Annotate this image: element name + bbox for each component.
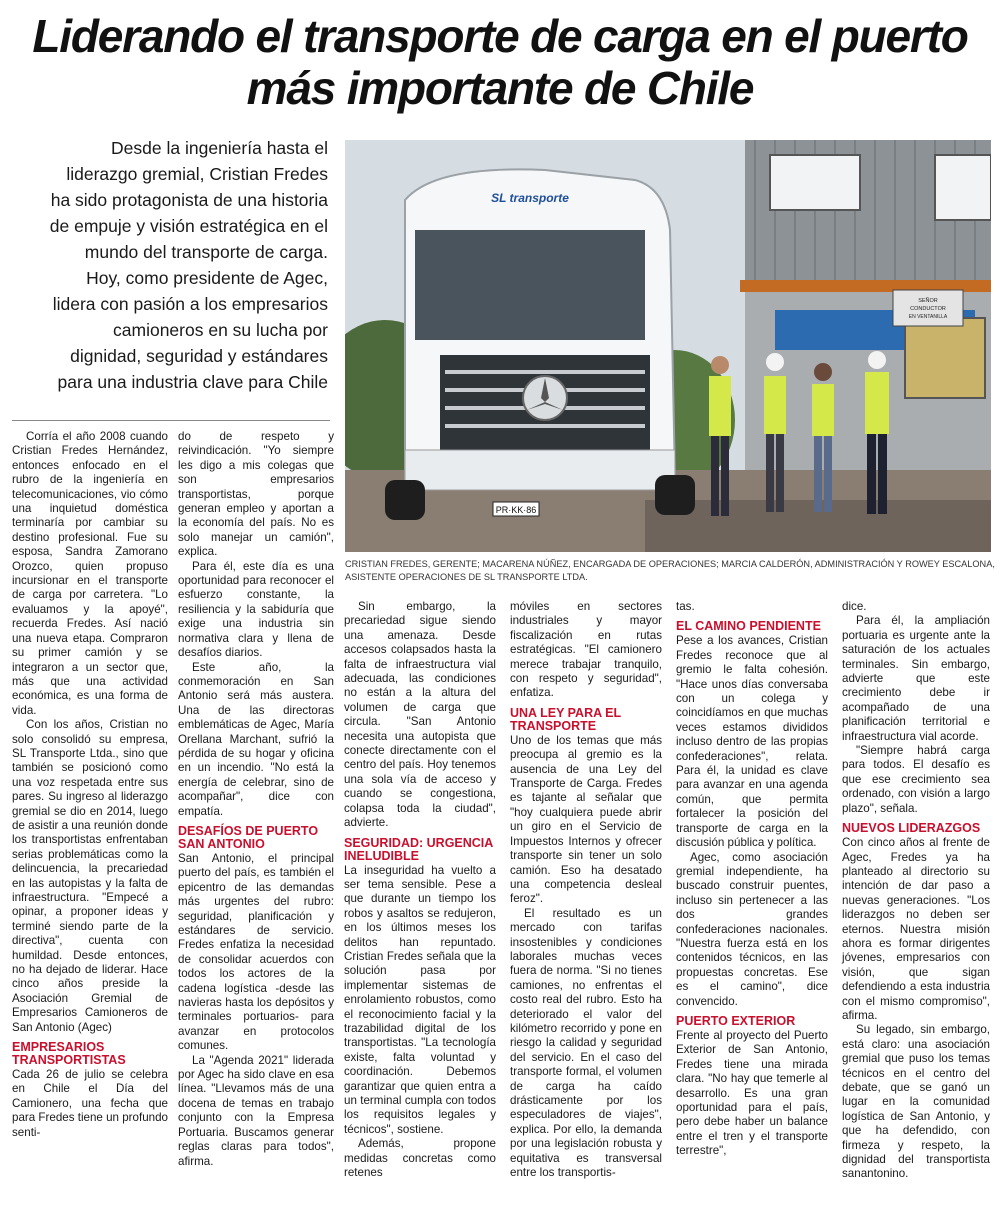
paragraph: San Antonio, el principal puerto del país, es también el epicentro de las demandas más urgentes del rubro: seguridad, planificación y estándares de servicio. Fredes enfatiza la necesidad de consolidar acuerdos con todos los actores de la cadena logística -desde las navieras hasta los depósitos y terminales portuarios- para avanzar en protocolos comunes. bbox=[178, 851, 334, 1053]
license-plate: PR·KK·86 bbox=[495, 505, 537, 515]
body-column-3 bbox=[344, 600, 496, 1180]
paragraph: Con los años, Cristian no solo consolidó su empresa, SL Transporte Ltda., sino que también se posicionó como una voz respetada entre sus pares. Su ingreso al liderazgo gremial se dio en 2014, luego de asistir a una reunión donde los transportistas enfrentaban serias problemáticas como la delincuencia, la precariedad en las autopistas y la falta de infraestructura. "Empecé a opinar, a proponer ideas y terminé siendo parte de la directiva", cuenta con humildad. Desde entonces, no ha dejado de liderar. Hace cinco años preside la Asociación Gremial de Empresarios Camioneros de San Antonio (Agec) bbox=[12, 718, 168, 1034]
paragraph: Corría el año 2008 cuando Cristian Fredes Hernández, entonces enfocado en el rubro de la ingeniería en telecomunicaciones, vio cómo una inquietud doméstica terminaría por cambiar su destino profesional. Fue su esposa, Sandra Zamorano Orozco, quien propuso incursionar en el transporte de carga por carretera. "Lo evaluamos y la apoyé", recuerda Fredes. Así nació una nueva etapa. Compraron su primer camión y se integraron a un sector que, más que una actividad económica, es una forma de vida. bbox=[12, 430, 168, 717]
lead-line: lidera con pasión a los empresarios bbox=[52, 294, 328, 314]
body-column-4 bbox=[510, 600, 662, 1180]
paragraph: Cada 26 de julio se celebra en Chile el Día del Camionero, una fecha que para Fredes tiene un profundo senti- bbox=[12, 1068, 168, 1139]
paragraph: móviles en sectores industriales y mayor fiscalización en rutas estratégicas. "El camionero merece trabajar tranquilo, con respeto y seguridad", enfatiza. bbox=[510, 600, 662, 700]
lead-line: mundo del transporte de carga. bbox=[84, 242, 328, 262]
body-column-6 bbox=[842, 600, 990, 1182]
headline bbox=[20, 10, 980, 114]
headline-line-2: más importante de Chile bbox=[246, 62, 754, 114]
lead-paragraph bbox=[10, 135, 328, 395]
sign-line: EN VENTANILLA bbox=[908, 314, 948, 320]
paragraph: Uno de los temas que más preocupa al gremio es la ausencia de una Ley del Transporte de Carga. Fredes es tajante al señalar que "hoy cualquiera puede abrir un giro en el Servicio de Impuestos Internos y ofrecer transporte sin tener un solo camión. Eso ha desatado una competencia desleal feroz". bbox=[510, 733, 662, 906]
section-heading: UNA LEY PARA EL TRANSPORTE bbox=[510, 705, 621, 733]
paragraph: Pese a los avances, Cristian Fredes reconoce que al gremio le falta cohesión. "Hace unos días conversaba con un colega y coincidíamos en que muchas veces estamos divididos incluso dentro de las propias confederaciones", relata. Para él, la unidad es clave para avanzar en una agenda común, que permita fortalecer la posición del transporte de carga en la discusión pública y política. bbox=[676, 634, 828, 850]
paragraph: La "Agenda 2021" liderada por Agec ha sido clave en esa línea. "Llevamos más de una docena de temas en trabajo conjunto con la Empresa Portuaria. Buscamos generar reglas claras para todos", afirma. bbox=[178, 1053, 334, 1168]
paragraph: Sin embargo, la precariedad sigue siendo una amenaza. Desde accesos colapsados hasta la falta de infraestructura vial adecuada, las condiciones no están a la altura del volumen de carga que circula. "San Antonio necesita una autopista que conecte directamente con el centro del país. Hoy tenemos una sola vía de acceso y cuando se congestiona, colapsa toda la ciudad", advierte. bbox=[344, 600, 496, 830]
paragraph: Su legado, sin embargo, está claro: una asociación gremial que puso los temas técnicos en el centro del debate, que se ganó un lugar en la comunidad logística de San Antonio, y que ha defendido, con firmeza y respeto, la dignidad del transportista sanantonino. bbox=[842, 1023, 990, 1181]
section-heading: NUEVOS LIDERAZGOS bbox=[842, 821, 981, 836]
lead-line: Hoy, como presidente de Agec, bbox=[86, 268, 328, 288]
body-column-2 bbox=[178, 430, 334, 1169]
paragraph: Para él, la ampliación portuaria es urgente ante la saturación de los actuales terminales. Sin embargo, advierte que este crecimiento debe ir acompañado de una planificación territorial e infraestructura vial acorde. bbox=[842, 614, 990, 743]
lead-line: liderazgo gremial, Cristian Fredes bbox=[66, 164, 328, 184]
lead-line: dignidad, seguridad y estándares bbox=[70, 346, 328, 366]
paragraph: La inseguridad ha vuelto a ser tema sensible. Pese a que durante un tiempo los robos y asaltos se redujeron, en los últimos meses los delitos han repuntado. Cristian Fredes señala que la solución pasa por implementar sistemas de enrolamiento robustos, como el reconocimiento facial y la trazabilidad digital de los transportistas. "La tecnología existe, falta voluntad y coordinación. Debemos garantizar que quien entra a un terminal cumpla con todos los requisitos legales y técnicos", sostiene. bbox=[344, 863, 496, 1136]
paragraph: Frente al proyecto del Puerto Exterior de San Antonio, Fredes tiene una mirada clara. "No hay que temerle al desarrollo. Es una gran oportunidad para el país, pero debe haber un balance entre el tren y el transporte terrestre", bbox=[676, 1028, 828, 1158]
sign-line: SEÑOR bbox=[918, 298, 938, 304]
truck-brand-text: SL transporte bbox=[491, 191, 569, 205]
photo-illustration bbox=[345, 140, 991, 552]
paragraph: Este año, la conmemoración en San Antonio será más austera. Una de las directoras emblemáticas de Agec, María Orellana Marchant, sufrió la pérdida de su hogar y oficina en un incendio. "No está la energía de celebrar, sino de acompañar", dice con empatía. bbox=[178, 660, 334, 818]
section-heading: PUERTO EXTERIOR bbox=[676, 1013, 796, 1028]
paragraph: tas. bbox=[676, 600, 695, 613]
paragraph: "Siempre habrá carga para todos. El desafío es que ese crecimiento sea ordenado, con visión a largo plazo", señala. bbox=[842, 744, 990, 815]
body-column-5 bbox=[676, 600, 828, 1159]
lead-line: camioneros en su lucha por bbox=[113, 320, 328, 340]
lead-divider bbox=[12, 420, 330, 421]
paragraph: Para él, este día es una oportunidad para reconocer el esfuerzo constante, la resiliencia y la sabiduría que exige una industria sin normativa clara y llena de desafíos diarios. bbox=[178, 559, 334, 660]
paragraph: Con cinco años al frente de Agec, Fredes ya ha planteado al directorio su intención de dar paso a nuevas generaciones. "Los liderazgos no deben ser eternos. Nuestra misión ahora es formar dirigentes jóvenes, empresarios con visión, que sigan defendiendo a esta industria con el mismo compromiso", afirma. bbox=[842, 836, 990, 1022]
paragraph: El resultado es un mercado con tarifas insostenibles y condiciones laborales muchas veces fuera de norma. "Si no tienes camiones, no enfrentas el costo real del rubro. Esto ha deteriorado el valor del kilómetro recorrido y pone en riesgo la calidad y seguridad del servicio. En el caso del transporte formal, el volumen de carga ha caído drásticamente por los especuladores de viajes", explica. Por ello, la demanda por una legislación robusta y equitativa es transversal entre los transportis- bbox=[510, 906, 662, 1180]
body-column-1 bbox=[12, 430, 168, 1140]
lead-line: Desde la ingeniería hasta el bbox=[111, 138, 328, 158]
paragraph: Además, propone medidas concretas como retenes bbox=[344, 1137, 496, 1180]
section-heading: SEGURIDAD: URGENCIA INELUDIBLE bbox=[344, 835, 493, 863]
photo-truck-and-team bbox=[345, 140, 991, 552]
photo-caption: CRISTIAN FREDES, GERENTE; MACARENA NÚÑEZ, ENCARGADA DE OPERACIONES; MARCIA CALDERÓN, ADMINISTRACIÓN Y ROWEY ESCALONA, ASISTENTE OPERACIONES DE SL TRANSPORTE LTDA. bbox=[345, 559, 995, 582]
lead-line: ha sido protagonista de una historia bbox=[50, 190, 328, 210]
section-heading: EL CAMINO PENDIENTE bbox=[676, 619, 821, 634]
headline-line-1: Liderando el transporte de carga en el puerto bbox=[32, 10, 968, 62]
section-heading: EMPRESARIOS TRANSPORTISTAS bbox=[12, 1040, 126, 1068]
paragraph: do de respeto y reivindicación. "Yo siempre les digo a mis colegas que son empresarios transportistas, porque generan empleo y aportan a la economía del país. No es solo manejar un camión", explica. bbox=[178, 430, 334, 559]
lead-line: para una industria clave para Chile bbox=[57, 372, 328, 392]
paragraph: dice. bbox=[842, 600, 867, 613]
paragraph: Agec, como asociación gremial independiente, ha buscado construir puentes, incluso sin pertenecer a las dos grandes confederaciones nacionales. "Nuestra fuerza está en los contenidos técnicos, en las propuestas concretas. Ese es el camino", dice convencido. bbox=[676, 850, 828, 1008]
sign-line: CONDUCTOR bbox=[910, 306, 946, 312]
section-heading: DESAFÍOS DE PUERTO SAN ANTONIO bbox=[178, 823, 319, 851]
lead-line: de empuje y visión estratégica en el bbox=[49, 216, 328, 236]
